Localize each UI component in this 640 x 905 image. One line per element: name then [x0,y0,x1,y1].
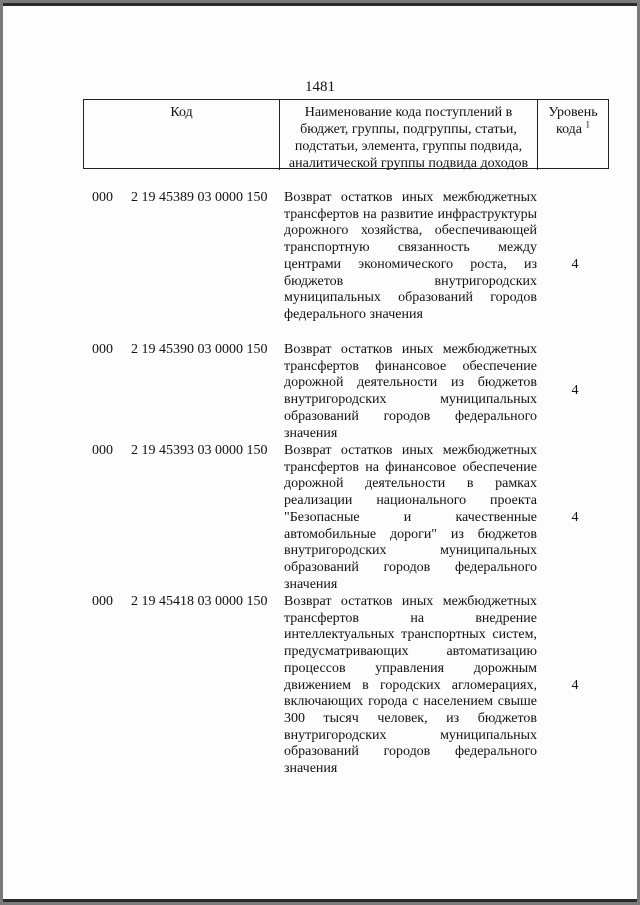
admin-code: 000 [92,342,113,357]
document-page [3,3,637,902]
page-number: 1481 [305,79,335,95]
revenue-code: 2 19 45393 03 0000 150 [131,443,268,458]
header-code-column: Код [84,100,280,170]
header-name-column: Наименование кода поступлений в бюджет, группы, подгруппы, статьи, подстатьи, элемента, группы подвида, аналитической группы подвида доходов [280,100,538,170]
header-level-label: Уровень кода [548,105,598,137]
revenue-code: 2 19 45390 03 0000 150 [131,342,268,357]
revenue-name: Возврат остатков иных межбюджетных трансфертов на внедрение интеллектуальных транспортных систем, предусматривающих автоматизацию процессов управления дорожным движением в городских агломерациях, включающих города с населением свыше 300 тысяч человек, из бюджетов внутригородских муниципальных образований городов федерального значения [284,594,537,777]
header-level-column [538,100,608,170]
code-level: 4 [571,257,579,272]
admin-code: 000 [92,594,113,609]
code-level: 4 [571,383,579,398]
revenue-code: 2 19 45389 03 0000 150 [131,190,268,205]
revenue-name: Возврат остатков иных межбюджетных трансфертов на развитие инфраструктуры дорожного хозяйства, обеспечивающей транспортную связанность между центрами экономического роста, из бюджетов внутригородских муниципальных образований городов федерального значения [284,190,537,322]
admin-code: 000 [92,443,113,458]
table-header [83,99,609,169]
code-level: 4 [571,678,579,693]
revenue-name: Возврат остатков иных межбюджетных трансфертов на финансовое обеспечение дорожной деятельности в рамках реализации национального проекта "Безопасные и качественные автомобильные дороги" из бюджетов внутригородских муниципальных образований городов федерального значения [284,443,537,592]
revenue-name: Возврат остатков иных межбюджетных трансфертов финансовое обеспечение дорожной деятельности из бюджетов внутригородских муниципальных образований городов федерального значения [284,342,537,441]
scan-edge-bottom [3,899,637,902]
scan-edge-top [3,3,637,6]
revenue-code: 2 19 45418 03 0000 150 [131,594,268,609]
header-level-footnote: 1 [585,119,591,130]
admin-code: 000 [92,190,113,205]
code-level: 4 [571,510,579,525]
